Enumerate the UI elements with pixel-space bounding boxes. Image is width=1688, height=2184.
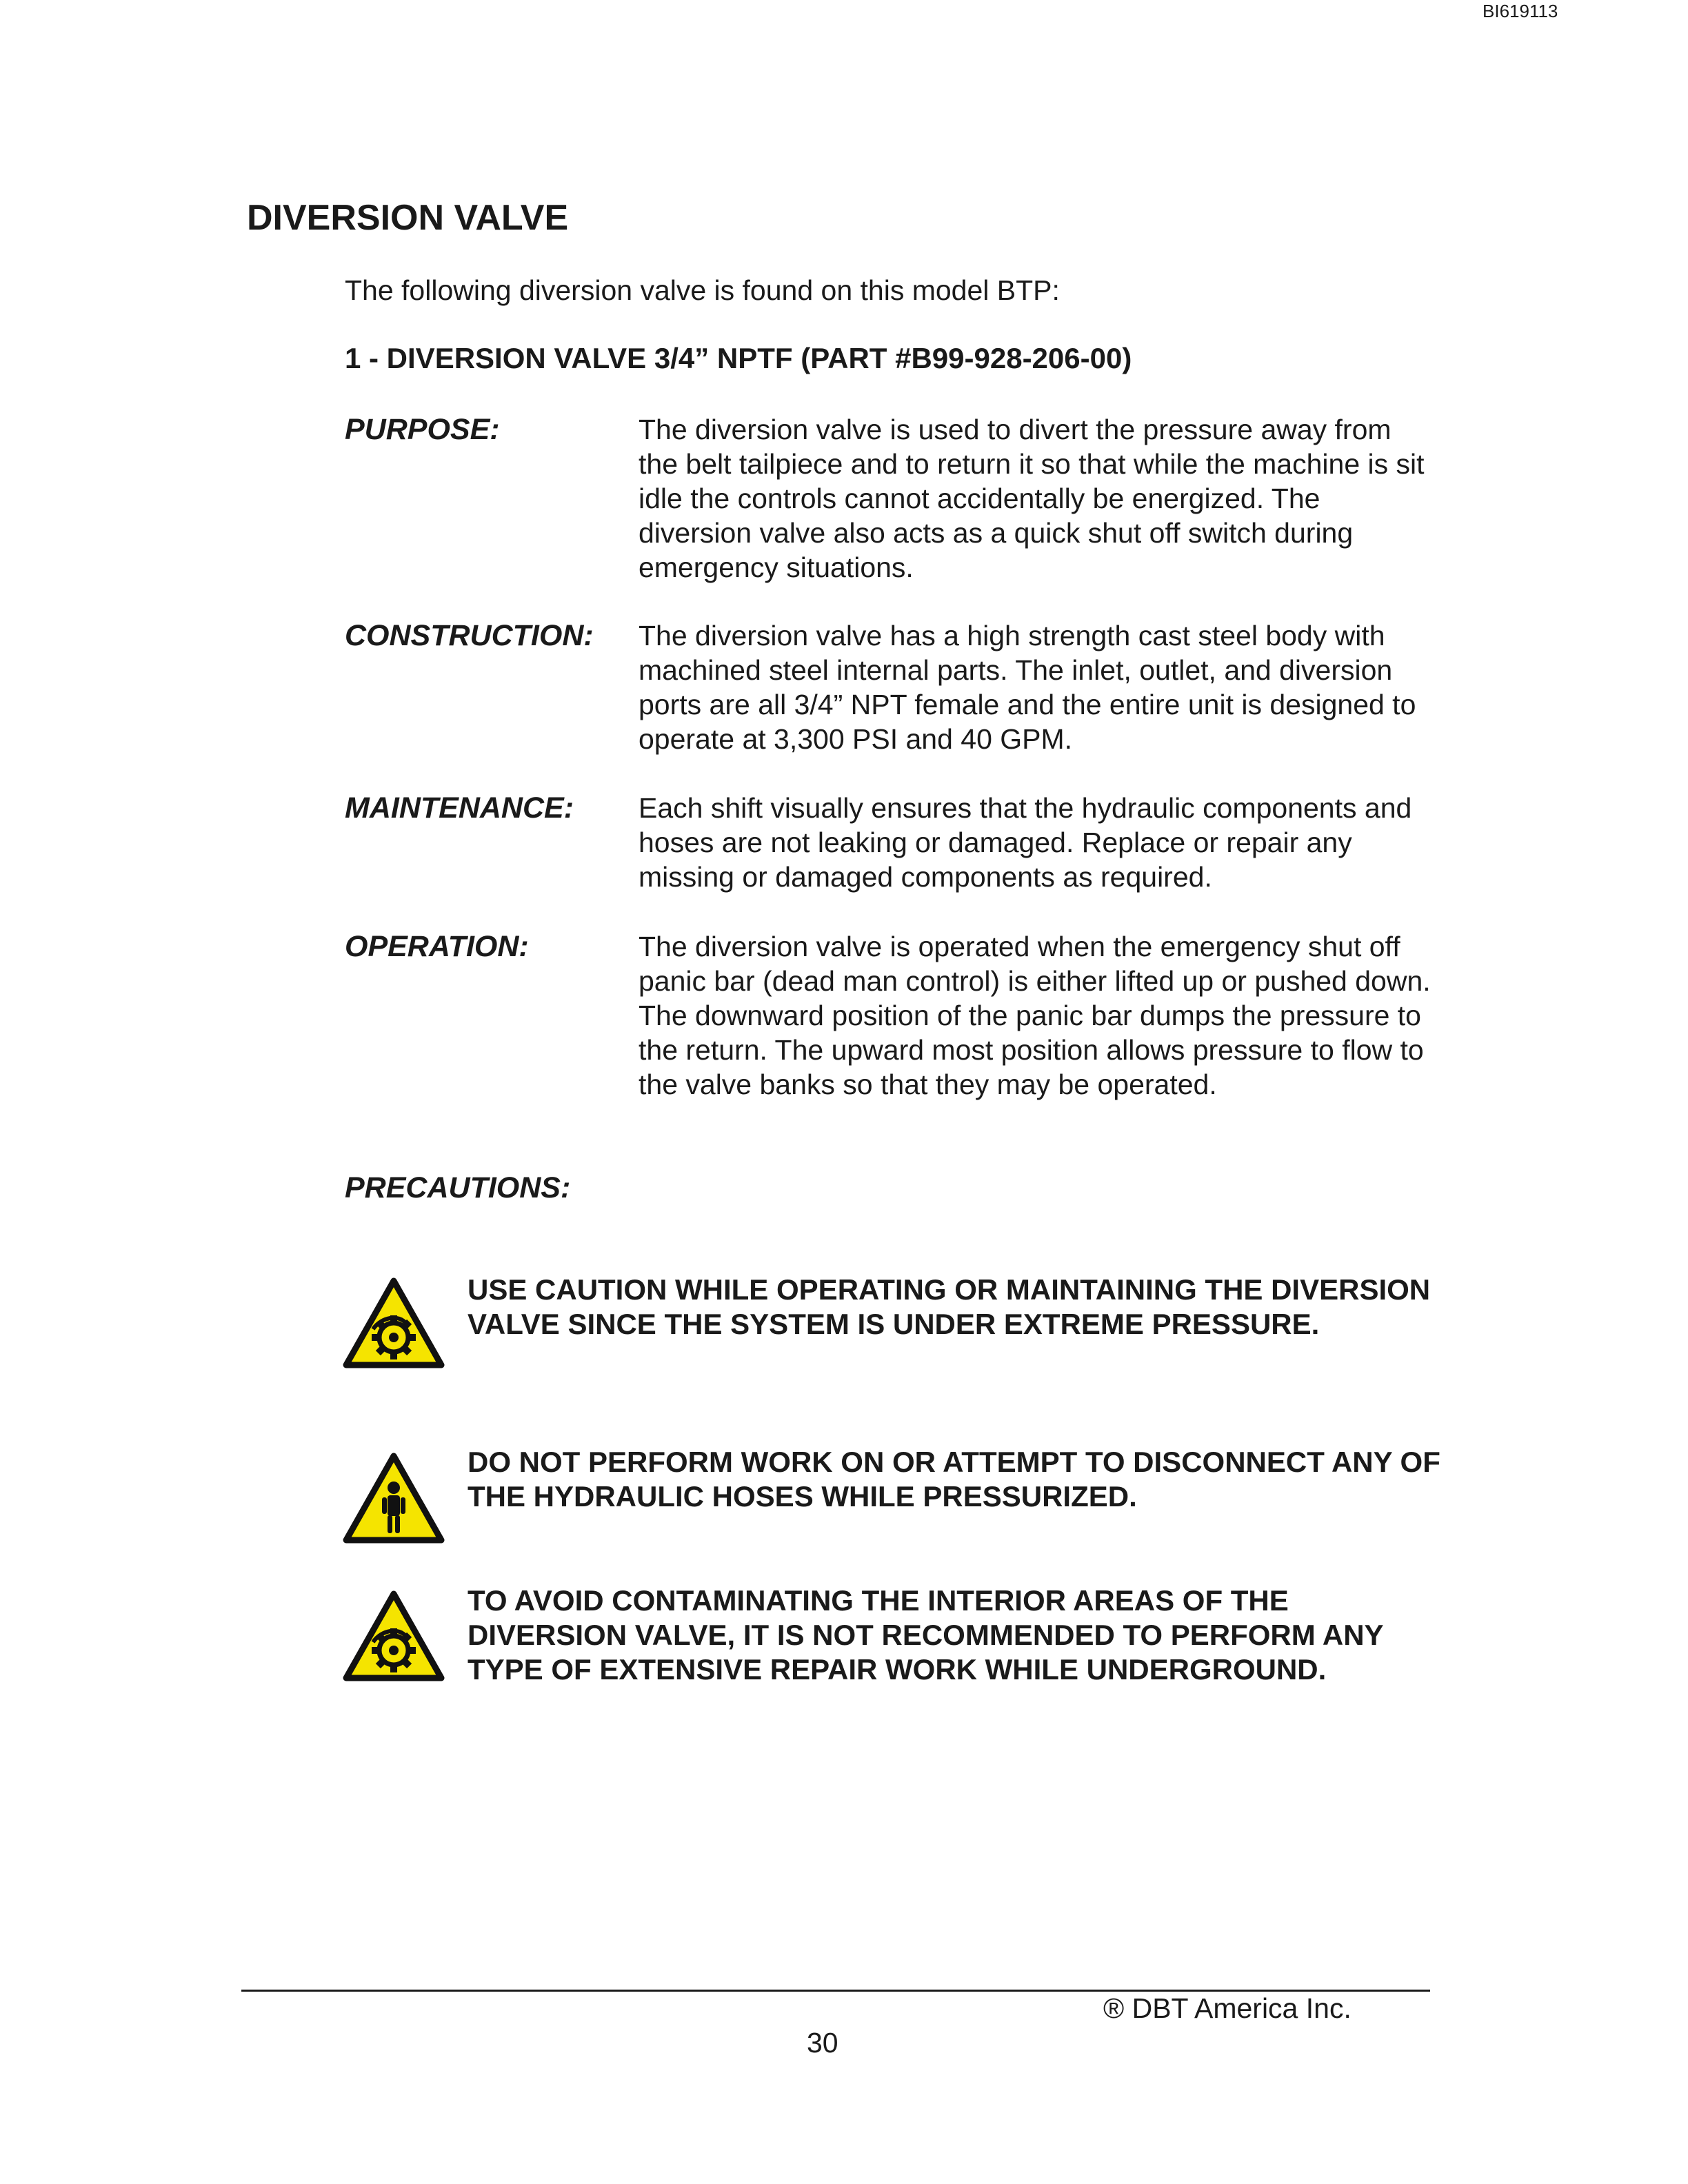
document-id: BI619113 <box>1483 1 1558 21</box>
construction-text: The diversion valve has a high strength cast steel body with machined steel internal parts. The inlet, outlet, and diversion ports are all 3/4” NPT female and the entire unit is designed to operate at 3,300 PSI and 40 GPM. <box>639 620 1416 755</box>
warning-text: USE CAUTION WHILE OPERATING OR MAINTAINING THE DIVERSION VALVE SINCE THE SYSTEM IS UNDER EXTREME PRESSURE. <box>468 1273 1431 1340</box>
copyright-text: ® DBT America Inc. <box>1103 1992 1352 2024</box>
part-number-line: 1 - DIVERSION VALVE 3/4” NPTF (PART #B99-928-206-00) <box>345 342 1132 374</box>
maintenance-text: Each shift visually ensures that the hydraulic components and hoses are not leaking or damaged. Replace or repair any missing or damaged components as required. <box>639 792 1412 893</box>
construction-label: CONSTRUCTION: <box>345 619 594 652</box>
page-number: 30 <box>807 2027 838 2059</box>
operation-label: OPERATION: <box>345 930 529 963</box>
section-title: DIVERSION VALVE <box>247 198 569 238</box>
operation-text: The diversion valve is operated when the emergency shut off panic bar (dead man control) is either lifted up or pushed down. The downward position of the panic bar dumps the pressure to the return. The upward most position allows pressure to flow to the valve banks so that they may be operated. <box>639 931 1431 1100</box>
gear-hazard-icon <box>342 1277 445 1370</box>
precautions-label: PRECAUTIONS: <box>345 1171 571 1204</box>
warning-text: TO AVOID CONTAMINATING THE INTERIOR AREAS OF THE DIVERSION VALVE, IT IS NOT RECOMMENDED TO PERFORM ANY TYPE OF EXTENSIVE REPAIR WORK WHILE UNDERGROUND. <box>468 1584 1383 1686</box>
intro-text: The following diversion valve is found on this model BTP: <box>345 274 1060 306</box>
person-hazard-icon <box>342 1452 445 1545</box>
gear-hazard-icon <box>342 1590 445 1683</box>
purpose-text: The diversion valve is used to divert the pressure away from the belt tailpiece and to return it so that while the machine is sit idle the controls cannot accidentally be energized. The diversion valve also acts as a quick shut off switch during emergency situations. <box>639 414 1425 583</box>
warning-text: DO NOT PERFORM WORK ON OR ATTEMPT TO DISCONNECT ANY OF THE HYDRAULIC HOSES WHILE PRESSURIZED. <box>468 1446 1440 1513</box>
purpose-label: PURPOSE: <box>345 413 500 446</box>
maintenance-label: MAINTENANCE: <box>345 791 574 825</box>
